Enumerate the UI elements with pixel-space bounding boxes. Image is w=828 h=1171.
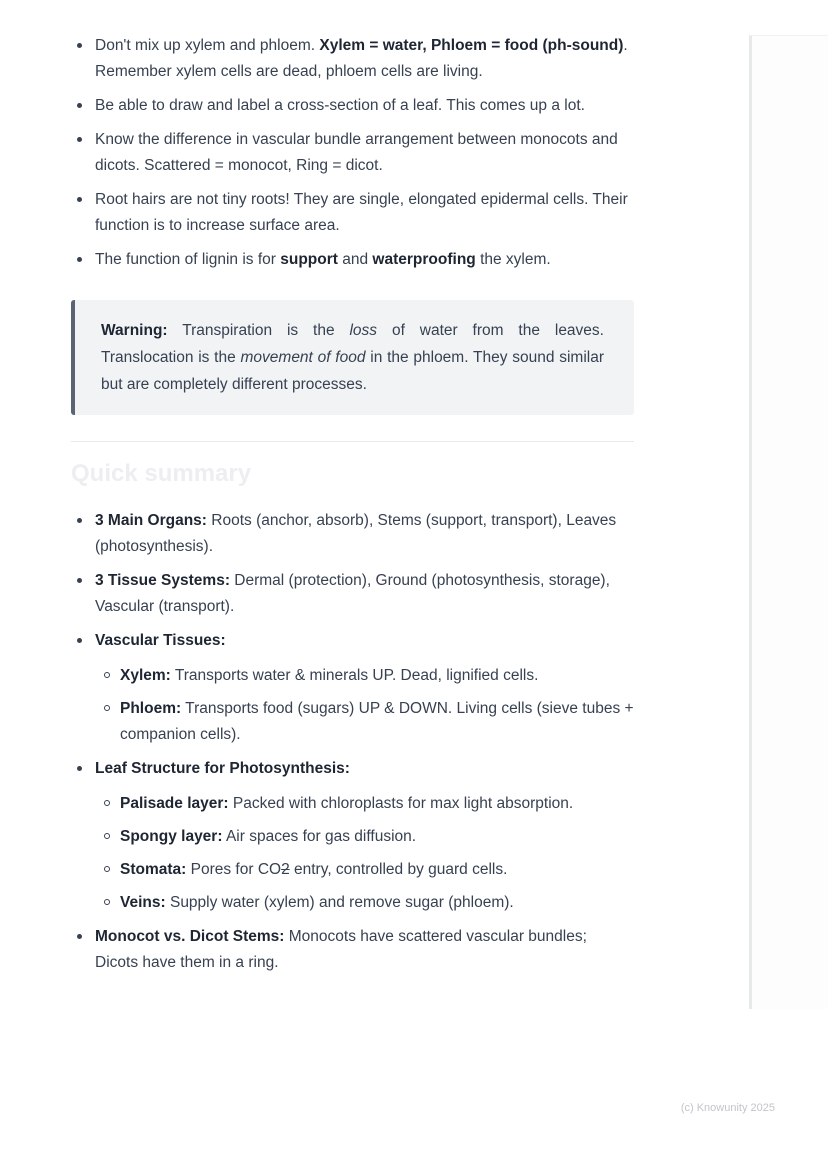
section-divider (71, 441, 634, 442)
text-segment: Warning: (101, 322, 168, 339)
list-item (95, 890, 634, 916)
warning-callout (71, 300, 634, 415)
list-item (95, 696, 634, 748)
list-item (71, 33, 634, 85)
text-segment: 3 Main Organs: (95, 512, 207, 529)
list-item (71, 247, 634, 273)
list-item (71, 568, 634, 620)
text-segment: Air spaces for gas diffusion. (222, 828, 417, 845)
list-item (71, 756, 634, 916)
footer-credit: (c) Knowunity 2025 (680, 1102, 775, 1114)
text-segment: Transports food (sugars) UP & DOWN. Living cells (sieve tubes + companion cells). (120, 700, 634, 743)
text-segment: Xylem: (120, 667, 171, 684)
list-item (71, 924, 634, 976)
text-segment: Dermal (protection), Ground (photosynthesis, storage), Vascular (transport). (95, 572, 610, 615)
text-segment: loss (349, 322, 378, 339)
text-segment: Be able to draw and label a cross-section of a leaf. This comes up a lot. (95, 97, 585, 114)
list-item (71, 93, 634, 119)
text-segment: Supply water (xylem) and remove sugar (phloem). (165, 894, 514, 911)
list-item (71, 508, 634, 560)
text-segment: Palisade layer: (120, 795, 229, 812)
next-page-edge (749, 35, 828, 1009)
text-segment: Vascular Tissues: (95, 632, 226, 649)
text-segment: Root hairs are not tiny roots! They are single, elongated epidermal cells. Their function is to increase surface area. (95, 191, 628, 234)
text-segment: of water from the leaves. Translocation is the (101, 322, 604, 366)
text-segment: Pores for CO (186, 861, 282, 878)
text-segment: 2 (281, 861, 290, 878)
text-segment: Leaf Structure for Photosynthesis: (95, 760, 350, 777)
quick-summary-heading: Quick summary (71, 460, 252, 487)
text-segment: Packed with chloroplasts for max light absorption. (228, 795, 574, 812)
text-segment: The function of lignin is for (95, 251, 281, 268)
list-item (95, 791, 634, 817)
text-segment: in the phloem. They sound similar but are completely different processes. (101, 349, 604, 393)
sub-list (95, 791, 634, 916)
text-segment: Transports water & minerals UP. Dead, lignified cells. (170, 667, 539, 684)
text-segment: support (280, 251, 338, 268)
text-segment: the xylem. (475, 251, 551, 268)
list-item (95, 663, 634, 689)
list-item (71, 127, 634, 179)
sub-list (95, 663, 634, 748)
text-segment: Spongy layer: (120, 828, 223, 845)
text-segment: Know the difference in vascular bundle arrangement between monocots and dicots. Scattered = monocot, Ring = dicot. (95, 131, 618, 174)
text-segment: Monocots have scattered vascular bundles; Dicots have them in a ring. (95, 928, 587, 971)
text-segment: Xylem = water, Phloem = food (ph-sound) (319, 37, 624, 54)
text-segment: entry, controlled by guard cells. (289, 861, 508, 878)
text-segment: 3 Tissue Systems: (95, 572, 230, 589)
text-segment: Veins: (120, 894, 166, 911)
text-segment: Stomata: (120, 861, 187, 878)
text-segment: Monocot vs. Dicot Stems: (95, 928, 285, 945)
summary-list (71, 508, 634, 976)
list-item (71, 187, 634, 239)
text-segment: . Remember xylem cells are dead, phloem cells are living. (95, 37, 628, 80)
text-segment: Don't mix up xylem and phloem. (95, 37, 320, 54)
list-item (95, 824, 634, 850)
list-item (95, 857, 634, 883)
text-segment: Roots (anchor, absorb), Stems (support, transport), Leaves (photosynthesis). (95, 512, 617, 555)
text-segment: movement of food (240, 349, 366, 366)
text-segment: Phloem: (120, 700, 182, 717)
text-segment: and (337, 251, 373, 268)
text-segment: Transpiration is the (167, 322, 350, 339)
list-item (71, 628, 634, 748)
text-segment: waterproofing (372, 251, 476, 268)
tips-list (71, 33, 634, 273)
document-content (71, 33, 634, 984)
